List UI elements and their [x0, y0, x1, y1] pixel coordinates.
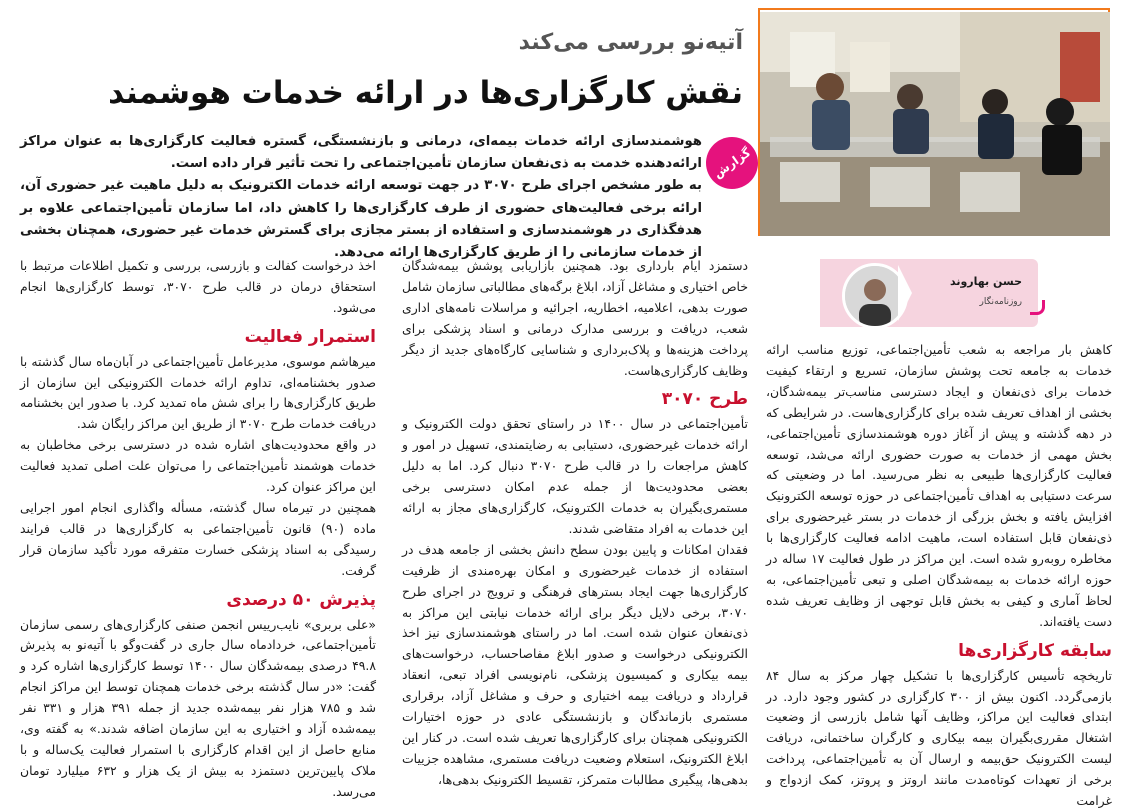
lead-paragraph	[20, 131, 702, 264]
author-arrow	[898, 265, 912, 321]
col1-p1: کاهش بار مراجعه به شعب تأمین‌اجتماعی، توزیع مناسب ارائه خدمات به جامعه تحت پوشش سازمان، تسریع و ارتقاء کیفیت خدمات برای ذی‌نفعان و ایجاد دسترسی مناسب‌تر بیمه‌شدگان، بخشی از اهداف تعریف شده برای کارگزاری‌هاست. در شرایطی که در دهه گذشته و پیش از آغاز دوره هوشمندسازی تأمین‌اجتماعی، بخش مهمی از خدمات به صورت حضوری ارائه می‌شد، توسعه فعالیت کارگزاری‌ها طبیعی به نظر می‌رسید. اما در وضعیتی که سرعت دستیابی به اهداف تأمین‌اجتماعی در حوزه توسعه الکترونیک افزایش یافته و بخش بزرگی از خدمات در بستر غیرحضوری برای ذی‌نفعان قابل استفاده است، ماهیت ادامه فعالیت کارگزاری‌ها با مخاطره روبه‌رو شده است. این مراکز در طول فعالیت ۱۷ ساله در حوزه ارائه خدمات به بیمه‌شدگان اصلی و تبعی تأمین‌اجتماعی، به لحاظ آماری و کیفی به بخش قابل توجهی از وظایف تعریف شده دست یافته‌اند.	[766, 342, 1112, 629]
col2-p3: فقدان امکانات و پایین بودن سطح دانش بخشی از جامعه هدف در استفاده از خدمات غیرحضوری و امکان بهره‌مندی از ظرفیت کارگزاری‌ها جهت ایجاد بسترهای فرهنگی و ترویج در اجرای طرح ۳۰۷۰، برخی دلایل دیگر برای ارائه خدمات نیابتی این مراکز به ذی‌نفعان عنوان شده است. اما در راستای هوشمندسازی نیز اخذ الکترونیکی درخواست و صدور ابلاغ مفاصاحساب، درخواست‌های بیمه بیکاری و کمیسیون پزشکی، نام‌نویسی افراد تبعی، انعقاد قرارداد و دریافت بیمه اختیاری و حرف و مشاغل آزاد، برقراری مستمری بازماندگان و بازنشستگی عادی در حوزه اختیارات الکترونیکی همچنان برای کارگزاری‌ها تعریف شده است. در کنار این ابلاغ الکترونیک، استعلام وضعیت دریافت مستمری، مشاهده جزییات بدهی‌ها، پیگیری مطالبات متمرکز، تقسیط الکترونیک بدهی‌ها،	[402, 541, 748, 787]
headline: نقش کارگزاری‌ها در ارائه خدمات هوشمند	[108, 75, 743, 111]
author-role: روزنامه‌نگار	[979, 297, 1022, 307]
col2-p1: دستمزد ایام بارداری بود. همچنین بازاریابی پوشش بیمه‌شدگان خاص اختیاری و مشاغل آزاد، ابلاغ برگه‌های مطالباتی سازمان شامل صورت بدهی، اعلامیه، اخطاریه، اجرائیه و مراسلات نامه‌های اداری شعب، دریافت و بررسی مدارک درمانی و اسناد پزشکی برای پرداخت هزینه‌ها و پلاک‌برداری و شناسایی کارگاه‌های جدید از دیگر وظایف کارگزاری‌هاست.	[402, 258, 748, 378]
office-photo	[760, 12, 1110, 236]
col2-p2: تأمین‌اجتماعی در سال ۱۴۰۰ در راستای تحقق دولت الکترونیک و ارائه خدمات غیرحضوری، دستیابی به رضایتمندی، تسهیل در امور و کاهش مراجعات را در قالب طرح ۳۰۷۰ دنبال کرد. اما به دلیل بعضی محدودیت‌ها از جمله عدم امکان دسترسی برخی مستمری‌بگیران به خدمات الکترونیک، کارگزاری‌های مجاز به ارائه این خدمات به افراد متقاضی شدند.	[402, 416, 748, 536]
col3-p3: در واقع محدودیت‌های اشاره شده در دسترسی برخی مخاطبان به خدمات هوشمند تأمین‌اجتماعی را می‌توان علت اصلی تمدید فعالیت این مراکز عنوان کرد.	[20, 437, 376, 495]
col1-p2: تاریخچه تأسیس کارگزاری‌ها با تشکیل چهار مرکز به سال ۸۴ بازمی‌گردد. اکنون بیش از ۳۰۰ کارگزاری در کشور وجود دارد. در ابتدای فعالیت این مراکز، وظایف آنها شامل بازرسی از وضعیت اشتغال مقرری‌بگیران بیمه بیکاری و کارگران ساختمانی، دریافت لیست الکترونیک حق‌بیمه و ارسال آن به تأمین‌اجتماعی، پرداخت برخی از تعهدات کوتاه‌مدت مانند اروتز و پروتز، کمک ازدواج و غرامت	[766, 667, 1112, 809]
author-portrait-icon	[845, 266, 905, 326]
col3-p5: «علی بربری» نایب‌رییس انجمن صنفی کارگزاری‌های رسمی سازمان تأمین‌اجتماعی، خردادماه سال جاری در گفت‌وگو با آتیه‌نو به پذیرش ۴۹.۸ درصدی بیمه‌شدگان سال ۱۴۰۰ توسط کارگزاری‌ها اشاره کرد و گفت: «در سال گذشته برخی خدمات همچنان توسط این مراکز انجام شد و ۷۸۵ هزار نفر بیمه‌شده جدید از جمله ۳۹۱ هزار و ۳۳۱ نفر بیمه‌شده آزاد و اختیاری به این سازمان اضافه شدند.» به گفته وی، منابع حاصل از این اقدام کارگزاری با استمرار فعالیت یک‌ساله و با ملاک پایین‌ترین دستمزد به بیش از یک هزار و ۶۳۲ میلیارد تومان می‌رسد.	[20, 616, 376, 799]
col3-p2: میرهاشم موسوی، مدیرعامل تأمین‌اجتماعی در آبان‌ماه سال گذشته با صدور بخشنامه‌ای، تداوم ارائه خدمات الکترونیکی این سازمان از طریق کارگزاری‌ها را برای شش ماه تمدید کرد. با صدور این بخشنامه دریافت خدمات طرح ۳۰۷۰ از طریق این مراکز رایگان شد.	[20, 353, 376, 432]
report-badge: گزارش	[696, 127, 768, 199]
col3-p1: اخذ درخواست کفالت و بازرسی، بررسی و تکمیل اطلاعات مرتبط با استحقاق درمان در قالب طرح ۳۰۷۰، توسط کارگزاری‌ها انجام می‌شود.	[20, 258, 376, 315]
column-2	[402, 256, 748, 791]
author-box	[820, 259, 1038, 327]
col3-p4: همچنین در تیرماه سال گذشته، مسأله واگذاری انجام امور اجرایی ماده (۹۰) قانون تأمین‌اجتماعی به کارگزاری‌ها در قالب فرایند رسیدگی به اسناد پزشکی خسارت متفرقه مورد تأکید سازمان قرار گرفت.	[20, 499, 376, 578]
col3-subhead-1: استمرار فعالیت	[244, 326, 376, 347]
decorative-curl-icon	[1030, 300, 1045, 315]
column-1	[766, 340, 1112, 812]
col1-subhead: سابقه کارگزاری‌ها	[958, 640, 1112, 661]
lead-p1: هوشمندسازی ارائه خدمات بیمه‌ای، درمانی و بازنشستگی، گستره فعالیت کارگزاری‌ها به عنوان مراکز ارائه‌دهنده خدمت به ذی‌نفعان سازمان تأمین‌اجتماعی را تحت تأثیر قرار داده است.	[20, 134, 702, 172]
col2-subhead: طرح ۳۰۷۰	[661, 389, 748, 410]
column-3	[20, 256, 376, 803]
author-name: حسن بهاروند	[949, 275, 1022, 288]
kicker: آتیه‌نو بررسی می‌کند	[518, 30, 743, 55]
office-scene-illustration	[760, 12, 1110, 236]
lead-p2: به طور مشخص اجرای طرح ۳۰۷۰ در جهت توسعه ارائه خدمات الکترونیک به دلیل ماهیت غیر حضوری آن، ارائه برخی فعالیت‌های حضوری از طرف کارگزاری‌ها را کاهش داد، اما سازمان تأمین‌اجتماعی علاوه بر هدفگذاری در هوشمندسازی و استفاده از بستر مجازی برای گسترش خدمات غیر حضوری، همچنان بخشی از خدمات سازمانی را از طریق کارگزاری‌ها ارائه می‌دهد.	[20, 178, 702, 261]
col3-subhead-2: پذیرش ۵۰ درصدی	[226, 589, 376, 610]
